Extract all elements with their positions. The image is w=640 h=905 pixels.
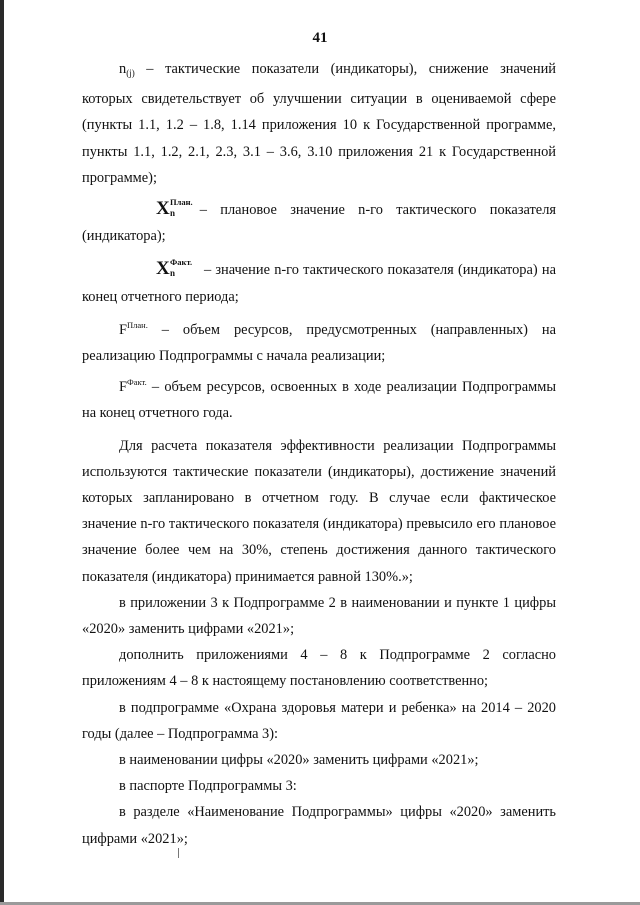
definition-n-j bbox=[82, 56, 556, 191]
paragraph-appendices-4-8: дополнить приложениями 4 – 8 к Подпрограмме 2 согласно приложениям 4 – 8 к настоящему постановлению соответственно; bbox=[82, 647, 556, 690]
paragraph-section-name: в разделе «Наименование Подпрограммы» цифры «2020» заменить цифрами «2021»; bbox=[82, 804, 556, 847]
definition-f-plan-text: – объем ресурсов, предусмотренных (направленных) на реализацию Подпрограммы с начала реализации; bbox=[82, 321, 556, 365]
document-body bbox=[82, 56, 556, 852]
definition-x-fact-text: – значение n-го тактического показателя (индикатора) на конец отчетного периода; bbox=[82, 262, 556, 305]
definition-x-fact bbox=[82, 257, 556, 309]
scan-mark bbox=[178, 848, 179, 858]
symbol-n: $n_{(j)}$ bbox=[119, 61, 135, 78]
scan-left-edge bbox=[0, 0, 4, 905]
symbol-x-plan: X План. n bbox=[156, 197, 193, 220]
symbol-x-fact: X Факт. n bbox=[156, 257, 193, 280]
symbol-f-plan: $F^{План.}$ bbox=[119, 319, 148, 338]
definition-f-fact-text: – объем ресурсов, освоенных в ходе реализации Подпрограммы на конец отчетного года. bbox=[82, 379, 556, 422]
definition-x-plan bbox=[82, 197, 556, 249]
definition-x-plan-text: – плановое значение n-го тактического показателя (индикатора); bbox=[82, 202, 556, 245]
page-number: 41 bbox=[312, 30, 328, 46]
paragraph-subprogram-3: в подпрограмме «Охрана здоровья матери и ребенка» на 2014 – 2020 годы (далее – Подпрограмма 3): bbox=[82, 699, 556, 742]
definition-n-j-text: – тактические показатели (индикаторы), снижение значений которых свидетельствует об улучшении ситуации в оцениваемой сфере (пункты 1.1, 1.2 – 1.8, 1.14 приложения 10 к Государственной программе, пункты 1.1, 1.2, 2.1, 2.3, 3.1 – 3.6, 3.10 приложения 21 к Государственной программе); bbox=[82, 61, 556, 186]
paragraph-efficiency-calc: Для расчета показателя эффективности реализации Подпрограммы используются тактические показатели (индикаторы), достижение значений которых запланировано в отчетном году. В случае если фактическое значение n-го тактического показателя (индикатора) превысило его плановое значение более чем на 30%, степень достижения данного тактического показателя (индикатора) принимается равной 130%.»; bbox=[82, 437, 556, 585]
paragraph-passport: в паспорте Подпрограммы 3: bbox=[119, 778, 297, 795]
symbol-n-subscript: (j) bbox=[126, 68, 135, 78]
paragraph-title-replace: в наименовании цифры «2020» заменить цифрами «2021»; bbox=[119, 752, 479, 769]
definition-f-fact bbox=[82, 369, 556, 426]
symbol-f-fact: $F^{Факт.}$ bbox=[119, 377, 147, 396]
definition-f-plan bbox=[82, 312, 556, 369]
paragraph-appendix-3: в приложении 3 к Подпрограмме 2 в наименовании и пункте 1 цифры «2020» заменить цифрами «2021»; bbox=[82, 594, 556, 638]
